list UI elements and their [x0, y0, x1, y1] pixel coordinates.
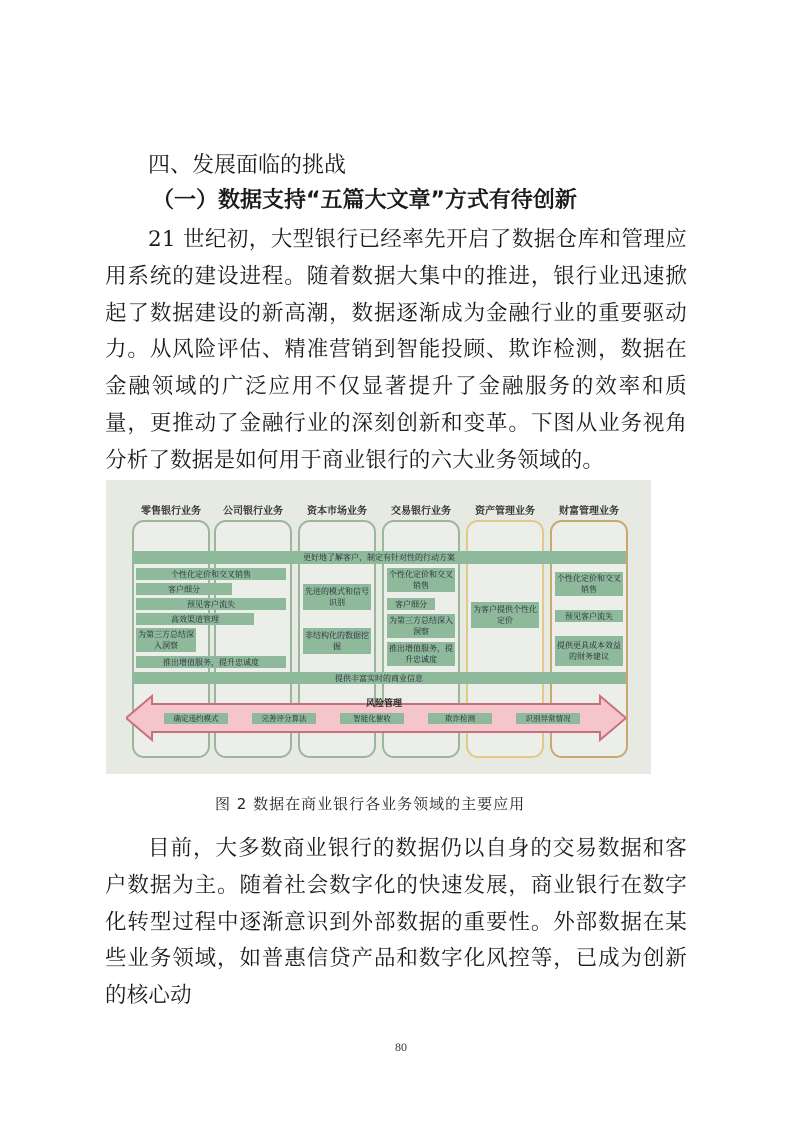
business-areas-figure: [106, 480, 651, 774]
bar-retail-insight: 为第三方总结深入洞察: [138, 630, 194, 650]
column-title-wealth: 财富管理业务: [559, 506, 619, 517]
column-title-asset: 资产管理业务: [475, 506, 535, 517]
bar-capital-unstructured: 非结构化的数据挖掘: [303, 628, 371, 654]
bar-understand-customers: 更好地了解客户，制定有针对性的行动方案: [132, 551, 626, 564]
bar-asset-pricing: 为客户提供个性化定价: [471, 602, 539, 628]
bar-retail-value-added: 推出增值服务，提升忠诚度: [136, 656, 286, 668]
bar-wealth-pricing: 个性化定价和交叉销售: [557, 574, 621, 594]
column-title-corporate: 公司银行业务: [223, 506, 283, 517]
risk-item-anomaly: 识别异常情况: [516, 713, 580, 724]
paragraph-external-data: 目前，大多数商业银行的数据仍以自身的交易数据和客户数据为主。随着社会数字化的快速发展，商业银行在数字化转型过程中逐渐意识到外部数据的重要性。外部数据在某些业务领域，如普惠信贷产品和数字化风控等，已成为创新的核心动: [105, 836, 687, 1009]
bar-transaction-pricing: 个性化定价和交叉销售: [389, 570, 453, 590]
bar-retail-pricing: 个性化定价和交叉销售: [136, 568, 286, 580]
bar-wealth-advice: 提供更具成本效益的财务建议: [555, 636, 623, 666]
page-number: 80: [395, 1040, 407, 1054]
risk-item-collection: 智能化催收: [340, 713, 404, 724]
subsection-heading: （一）数据支持“五篇大文章”方式有待创新: [152, 188, 577, 213]
bar-business-info: 提供丰富实时的商业信息: [132, 672, 626, 684]
bar-capital-signal: 先进的模式和信号识别: [303, 584, 371, 610]
paragraph-intro: 21 世纪初，大型银行已经率先开启了数据仓库和管理应用系统的建设进程。随着数据大集中的推进，银行业迅速掀起了数据建设的新高潮，数据逐渐成为金融行业的重要驱动力。从风险评估、精准营销到智能投顾、欺诈检测，数据在金融领域的广泛应用不仅显著提升了金融服务的效率和质量，更推动了金融行业的深刻创新和变革。下图从业务视角分析了数据是如何用于商业银行的六大业务领域的。: [105, 227, 687, 473]
risk-title: 风险管理: [365, 699, 402, 709]
column-title-transaction: 交易银行业务: [391, 506, 451, 517]
risk-item-fraud: 欺诈检测: [428, 713, 492, 724]
bar-transaction-segmentation: 客户细分: [387, 598, 435, 610]
bar-retail-channel: 高效渠道管理: [136, 613, 254, 625]
figure-caption: 图 2 数据在商业银行各业务领域的主要应用: [215, 795, 526, 813]
risk-item-default: 确定违约模式: [164, 713, 228, 724]
column-title-retail: 零售银行业务: [141, 506, 201, 517]
bar-retail-churn: 预见客户流失: [136, 598, 286, 610]
section-heading: 四、发展面临的挑战: [148, 153, 347, 178]
risk-item-scoring: 完善评分算法: [252, 713, 316, 724]
bar-wealth-churn: 预见客户流失: [555, 610, 623, 622]
bar-transaction-insight: 为第三方总结深入洞察: [389, 616, 453, 636]
bar-retail-segmentation: 客户细分: [136, 583, 232, 595]
bar-transaction-value-added: 推出增值服务，提升忠诚度: [389, 644, 453, 664]
column-title-capital: 资本市场业务: [307, 506, 367, 517]
